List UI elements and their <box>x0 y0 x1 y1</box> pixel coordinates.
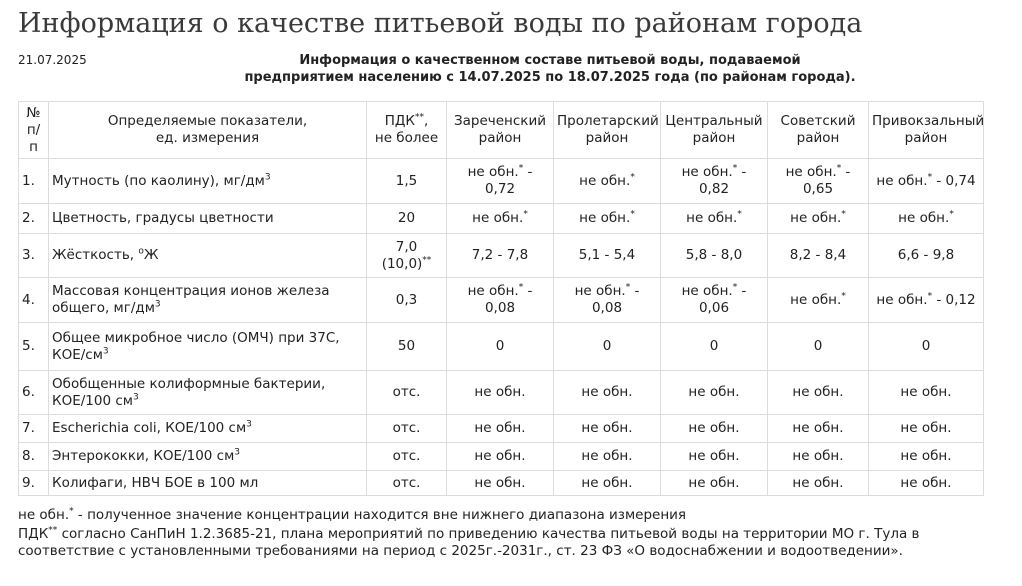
table-row <box>19 278 984 323</box>
row-number: 5. <box>19 323 49 371</box>
district-value: 7,2 - 7,8 <box>447 234 554 278</box>
district-value: не обн.* - 0,74 <box>869 159 984 204</box>
district-value: 5,8 - 8,0 <box>661 234 768 278</box>
row-pdk: отс. <box>367 371 447 415</box>
header-district-privokzalny: Привокзальный район <box>869 102 984 159</box>
table-row <box>19 471 984 496</box>
row-number: 9. <box>19 471 49 496</box>
district-value: 0 <box>661 323 768 371</box>
table-row <box>19 204 984 234</box>
row-parameter: Escherichia coli, КОЕ/100 $см^3$ <box>49 415 367 443</box>
row-parameter: Обобщенные колиформные бактерии, КОЕ/100 $см^3$ <box>49 371 367 415</box>
district-value: не обн.* - 0,12 <box>869 278 984 323</box>
district-value: не обн.* - 0,65 <box>768 159 869 204</box>
district-value: 0 <box>554 323 661 371</box>
table-row <box>19 415 984 443</box>
row-number: 4. <box>19 278 49 323</box>
header-pdk: ПДК**, не более <box>367 102 447 159</box>
district-value: 8,2 - 8,4 <box>768 234 869 278</box>
district-value: 6,6 - 9,8 <box>869 234 984 278</box>
row-number: 6. <box>19 371 49 415</box>
header-district-proletarsky: Пролетарский район <box>554 102 661 159</box>
district-value: не обн.* - 0,08 <box>447 278 554 323</box>
district-value: не обн.* - 0,72 <box>447 159 554 204</box>
row-parameter: Мутность (по каолину), $мг/дм^3$ <box>49 159 367 204</box>
district-value: не обн. <box>554 415 661 443</box>
district-value: не обн. <box>869 371 984 415</box>
report-date: 21.07.2025 <box>18 53 87 67</box>
header-district-zarechensky: Зареченский район <box>447 102 554 159</box>
district-value: не обн. <box>554 443 661 471</box>
row-number: 8. <box>19 443 49 471</box>
row-pdk: 7,0 (10,0)** <box>367 234 447 278</box>
district-value: не обн. <box>554 471 661 496</box>
district-value: не обн. <box>869 443 984 471</box>
row-number: 3. <box>19 234 49 278</box>
district-value: не обн. <box>447 371 554 415</box>
district-value: не обн. <box>869 471 984 496</box>
header-district-sovetsky: Советский район <box>768 102 869 159</box>
district-value: не обн.* <box>768 278 869 323</box>
report-heading-line1: Информация о качественном составе питьевой воды, подаваемой <box>299 53 801 68</box>
row-parameter: Энтерококки, КОЕ/100 $см^3$ <box>49 443 367 471</box>
report-heading-line2: предприятием населению с 14.07.2025 по 18.07.2025 года (по районам города). <box>244 70 856 85</box>
district-value: не обн. <box>447 415 554 443</box>
district-value: не обн.* <box>554 204 661 234</box>
district-value: не обн. <box>661 471 768 496</box>
district-value: не обн.* - 0,06 <box>661 278 768 323</box>
row-number: 7. <box>19 415 49 443</box>
header-district-centralny: Центральный район <box>661 102 768 159</box>
district-value: 5,1 - 5,4 <box>554 234 661 278</box>
district-value: не обн. <box>768 443 869 471</box>
page-title: Информация о качестве питьевой воды по районам города <box>18 8 863 39</box>
row-pdk: 1,5 <box>367 159 447 204</box>
row-pdk: отс. <box>367 471 447 496</box>
row-number: 2. <box>19 204 49 234</box>
row-number: 1. <box>19 159 49 204</box>
table-row <box>19 443 984 471</box>
row-pdk: 50 <box>367 323 447 371</box>
row-parameter: Цветность, градусы цветности <box>49 204 367 234</box>
row-parameter: Массовая концентрация ионов железа общего, $мг/дм^3$ <box>49 278 367 323</box>
district-value: не обн. <box>768 371 869 415</box>
table-header-row <box>19 102 984 159</box>
footnote-pdk: ПДК** согласно СанПиН 1.2.3685-21, плана мероприятий по приведению качества питьевой воды на территории МО г. Тула в соответствие с установленными требованиями на период с 2025г.-2031г., ст. 23 ФЗ «О водоснабжении и водоотведении». <box>18 525 920 559</box>
district-value: 0 <box>768 323 869 371</box>
district-value: 0 <box>447 323 554 371</box>
district-value: не обн.* <box>869 204 984 234</box>
district-value: не обн. <box>768 415 869 443</box>
district-value: не обн. <box>768 471 869 496</box>
footnote-not-detected: не обн.* - полученное значение концентрации находится вне нижнего диапазона измерения <box>18 506 687 523</box>
report-heading <box>180 52 920 86</box>
district-value: не обн.* <box>554 159 661 204</box>
district-value: не обн.* <box>447 204 554 234</box>
district-value: не обн.* - 0,08 <box>554 278 661 323</box>
table-row <box>19 371 984 415</box>
header-param: Определяемые показатели, ед. измерения <box>49 102 367 159</box>
row-parameter: Общее микробное число (ОМЧ) при 37С, КОЕ/$см^3$ <box>49 323 367 371</box>
table-row <box>19 159 984 204</box>
table-row <box>19 323 984 371</box>
water-quality-table <box>18 101 984 496</box>
table-row <box>19 234 984 278</box>
district-value: не обн. <box>661 371 768 415</box>
header-num: № п/ п <box>19 102 49 159</box>
district-value: не обн.* <box>768 204 869 234</box>
district-value: не обн. <box>554 371 661 415</box>
district-value: не обн. <box>661 415 768 443</box>
row-parameter: Колифаги, НВЧ БОЕ в 100 мл <box>49 471 367 496</box>
district-value: не обн. <box>447 443 554 471</box>
row-pdk: отс. <box>367 415 447 443</box>
row-pdk: 0,3 <box>367 278 447 323</box>
district-value: не обн. <box>661 443 768 471</box>
row-pdk: 20 <box>367 204 447 234</box>
district-value: 0 <box>869 323 984 371</box>
row-pdk: отс. <box>367 443 447 471</box>
district-value: не обн. <box>869 415 984 443</box>
table-body <box>19 159 984 496</box>
row-parameter: Жёсткость, $^о$Ж <box>49 234 367 278</box>
district-value: не обн. <box>447 471 554 496</box>
district-value: не обн.* - 0,82 <box>661 159 768 204</box>
district-value: не обн.* <box>661 204 768 234</box>
